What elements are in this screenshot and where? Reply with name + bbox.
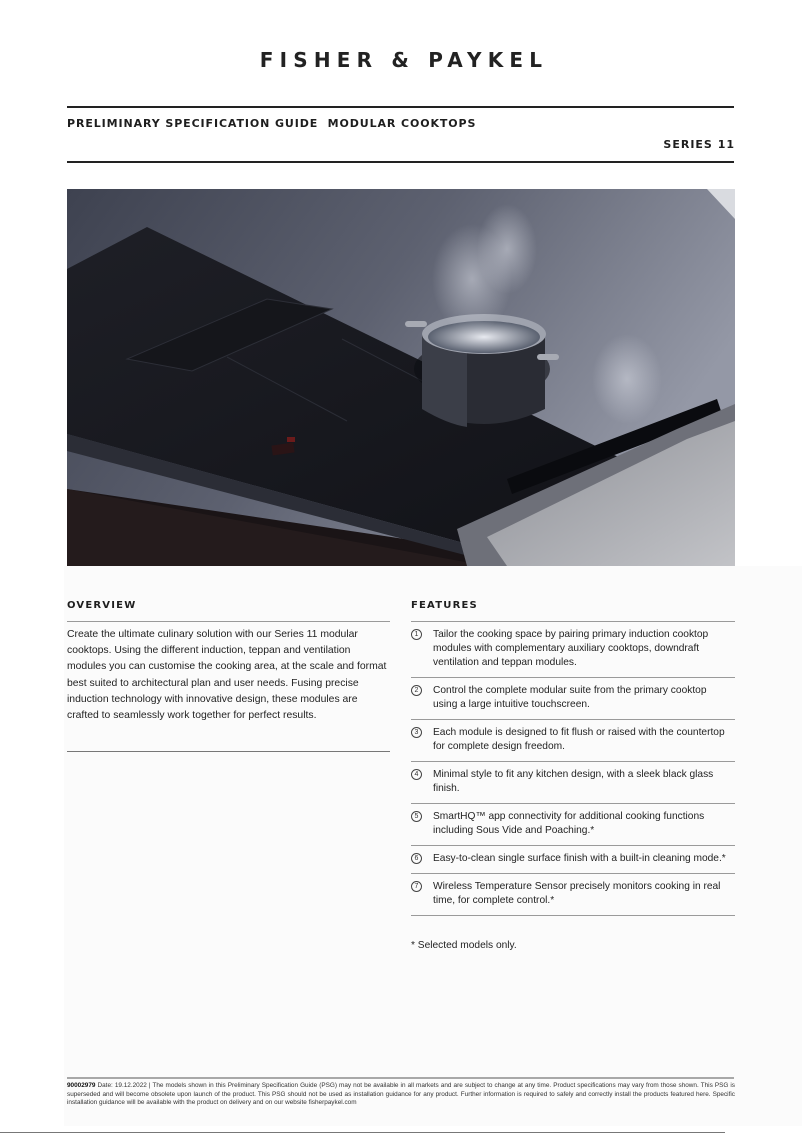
footer-disclaimer (67, 1082, 735, 1108)
document-title: PRELIMINARY SPECIFICATION GUIDE MODULAR COOKTOPS (67, 117, 477, 130)
feature-item (411, 845, 735, 873)
footer-divider (67, 1077, 734, 1079)
hero-image (67, 189, 735, 566)
number-5-icon: 5 (411, 811, 422, 822)
features-heading: FEATURES (411, 600, 478, 611)
series-label: SERIES 11 (663, 138, 735, 151)
feature-text: Minimal style to fit any kitchen design, with a sleek black glass finish. (433, 769, 714, 794)
header-bottom-divider (67, 161, 734, 163)
feature-item (411, 873, 735, 916)
features-footnote: * Selected models only. (411, 940, 517, 951)
feature-item (411, 761, 735, 803)
feature-item (411, 719, 735, 761)
features-list (411, 621, 735, 916)
brand-logo: FISHER & PAYKEL (259, 48, 549, 72)
overview-body: Create the ultimate culinary solution with our Series 11 modular cooktops. Using the different induction, teppan and ventilation modules you can customise the cooking area, at the scale and format best suited to architectural plan and user needs. Fusing precise induction technology with innovative design, these modules are crafted to seamlessly work together for perfect results. (67, 629, 387, 722)
feature-text: Tailor the cooking space by pairing primary induction cooktop modules with complementary auxiliary cooktops, downdraft ventilation and teppan modules. (433, 629, 709, 668)
overview-heading: OVERVIEW (67, 600, 137, 611)
feature-text: Wireless Temperature Sensor precisely monitors cooking in real time, for complete control.* (433, 881, 721, 906)
feature-item (411, 621, 735, 677)
overview-bottom-divider (67, 751, 390, 752)
number-4-icon: 4 (411, 769, 422, 780)
number-6-icon: 6 (411, 853, 422, 864)
feature-item (411, 677, 735, 719)
feature-text: Easy-to-clean single surface finish with a built-in cleaning mode.* (433, 853, 726, 864)
feature-item (411, 803, 735, 845)
overview-top-divider (67, 621, 390, 622)
number-3-icon: 3 (411, 727, 422, 738)
header-top-divider (67, 106, 734, 108)
number-2-icon: 2 (411, 685, 422, 696)
page-edge-line (0, 1132, 725, 1133)
number-7-icon: 7 (411, 881, 422, 892)
feature-text: Control the complete modular suite from the primary cooktop using a large intuitive touchscreen. (433, 685, 707, 710)
feature-text: Each module is designed to fit flush or raised with the countertop for complete design freedom. (433, 727, 725, 752)
feature-text: SmartHQ™ app connectivity for additional cooking functions including Sous Vide and Poaching.* (433, 811, 705, 836)
cooktop-illustration (67, 189, 735, 566)
document-number: 90002979 (67, 1082, 96, 1089)
disclaimer-text: Date: 19.12.2022 | The models shown in this Preliminary Specification Guide (PSG) may not be available in all markets and are subject to change at any time. Product specifications may vary from those shown. This PSG is superseded and will become obsolete upon launch of the product. This PSG should not be used as installation guidance for any product. Further information is required to safely and correctly install the products featured here. Specific installation guidance will be available with the product on delivery and on our website fisherpaykel.com (67, 1082, 735, 1107)
number-1-icon: 1 (411, 629, 422, 640)
